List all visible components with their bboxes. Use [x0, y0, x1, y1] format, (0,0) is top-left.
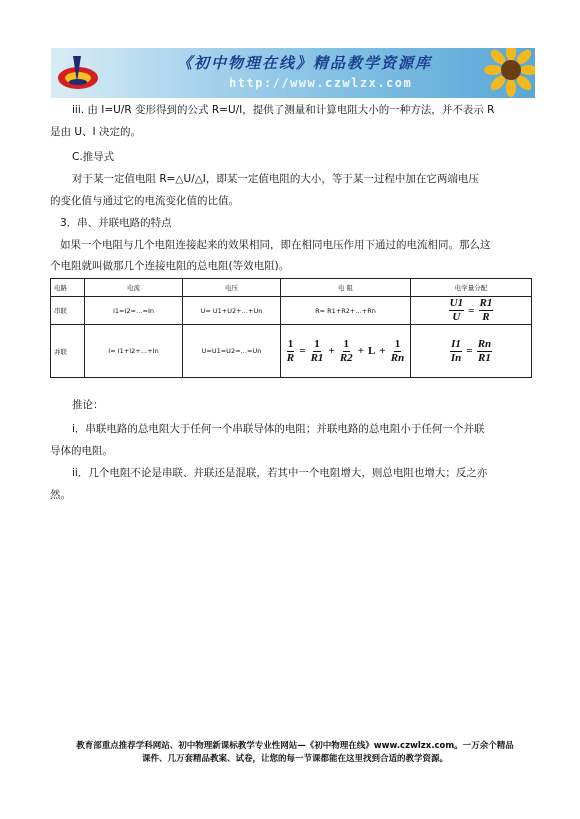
fraction — [310, 339, 325, 364]
distribution-cell: $\frac{I1}{In}$ = $\frac{Rn}{R1}$ — [411, 325, 532, 378]
fraction-numerator: Rn — [477, 337, 492, 350]
fraction-denominator: R1 — [310, 351, 324, 364]
fraction — [477, 339, 492, 364]
fraction-numerator: 1 — [314, 337, 320, 350]
banner-title: 《初中物理在线》精品教学资源库 — [177, 54, 433, 72]
fraction-denominator: Rn — [390, 351, 405, 364]
table-row — [51, 325, 532, 378]
fraction — [479, 298, 494, 323]
footer-line: 教育部重点推荐学科网站、初中物理新课标教学专业性网站—《初中物理在线》www.czwlzx.com。一万余个精品 — [76, 741, 514, 751]
fraction-numerator: I1 — [451, 337, 461, 350]
fraction — [339, 339, 354, 364]
text-line: 对于某一定值电阻 R=△U/△I，即某一定值电阻的大小，等于某一过程中加在它两端电压 — [72, 173, 479, 185]
text-line: 导体的电阻。 — [50, 445, 113, 457]
site-logo-icon — [55, 52, 101, 96]
fraction-denominator: U — [452, 311, 461, 323]
fraction-numerator: R1 — [479, 297, 493, 309]
text-line: 如果一个电阻与几个电阻连接起来的效果相同，即在相同电压作用下通过的电流相同。那么这 — [60, 239, 491, 251]
resistance-cell: $\frac{1}{R}$ = $\frac{1}{R1}$ + $\frac{1}{R2}$ + L + $\frac{1}{Rn}$ — [281, 325, 411, 378]
fraction-denominator: In — [450, 351, 462, 364]
voltage-cell: U= U1+U2+…+Un — [183, 297, 281, 325]
fraction-numerator: U1 — [449, 297, 464, 309]
fraction-numerator: 1 — [287, 337, 294, 350]
text-line: 然。 — [50, 489, 71, 501]
circuit-table — [50, 278, 532, 378]
distribution-cell: $\frac{U1}{U}$ = $\frac{R1}{R}$ — [411, 297, 532, 325]
fraction — [449, 298, 464, 323]
current-cell: I1=I2=…=In — [85, 297, 183, 325]
table-header-row — [51, 279, 532, 297]
fraction-denominator: R1 — [478, 351, 491, 364]
text-line: 是由 U、I 决定的。 — [50, 126, 141, 138]
fraction-numerator: 1 — [343, 337, 350, 350]
site-banner — [51, 48, 535, 98]
table-row — [51, 297, 532, 325]
fraction — [450, 339, 462, 364]
text-line: ii．几个电阻不论是串联、并联还是混联，若其中一个电阻增大，则总电阻也增大；反之亦 — [72, 467, 488, 479]
section-heading: C.推导式 — [72, 151, 115, 163]
row-label: 并联 — [51, 325, 85, 378]
fraction-denominator: R2 — [339, 351, 353, 364]
ellipsis-term: L — [368, 345, 376, 357]
fraction-denominator: R — [482, 311, 490, 323]
fraction — [390, 339, 405, 364]
page-footer — [50, 740, 540, 766]
text-line: iii. 由 I=U/R 变形得到的公式 R=U/I，提供了测量和计算电阻大小的一种方法，并不表示 R — [72, 104, 495, 116]
text-line: i．串联电路的总电阻大于任何一个串联导体的电阻；并联电路的总电阻小于任何一个并联 — [72, 423, 485, 435]
text-line: 个电阻就叫做那几个连接电阻的总电阻(等效电阻)。 — [50, 260, 290, 272]
fraction-denominator: R — [286, 351, 295, 364]
table-header: 电 阻 — [281, 279, 411, 297]
voltage-cell: U=U1=U2=…=Un — [183, 325, 281, 378]
table-header: 电路 — [51, 279, 85, 297]
inference-heading: 推论： — [72, 399, 104, 411]
table-header: 电压 — [183, 279, 281, 297]
table-header: 电学量分配 — [411, 279, 532, 297]
text-line: 的变化值与通过它的电流变化值的比值。 — [50, 195, 239, 207]
row-label: 串联 — [51, 297, 85, 325]
table-header: 电流 — [85, 279, 183, 297]
current-cell: I= I1+I2+…+In — [85, 325, 183, 378]
fraction — [286, 339, 295, 364]
sunflower-icon — [475, 48, 535, 98]
banner-url[interactable]: http://www.czwlzx.com — [229, 76, 413, 90]
resistance-cell: R= R1+R2+…+Rn — [281, 297, 411, 325]
section-heading: 3．串、并联电路的特点 — [60, 217, 172, 229]
fraction-numerator: 1 — [394, 337, 401, 350]
footer-line: 课件、几万套精品教案、试卷，让您的每一节课都能在这里找到合适的教学资源。 — [141, 754, 448, 764]
